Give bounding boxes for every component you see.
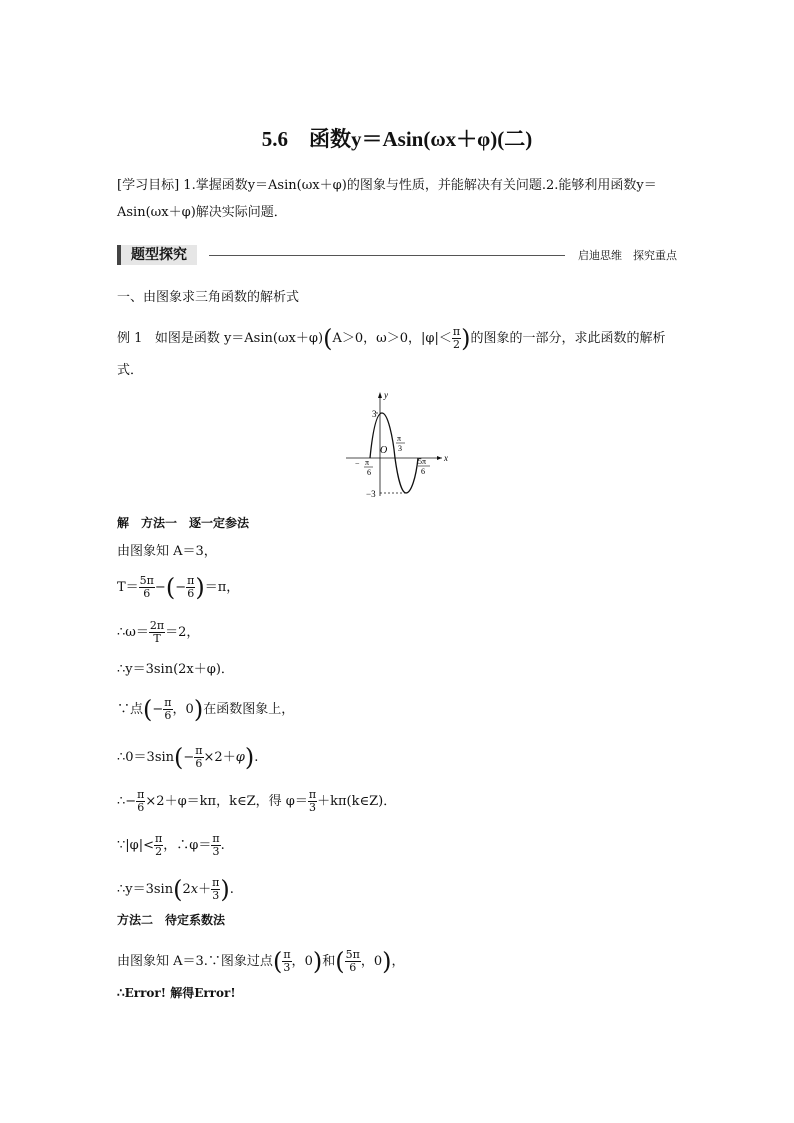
- sine-curve: [370, 413, 418, 493]
- section-label: 题型探究: [117, 245, 197, 265]
- method-2-line-1: 由图象知 A＝3.∵图象过点( $\frac{\pi}{3}$ ，0)和( $\frac{5\pi}{6}$ ，0)，: [117, 947, 405, 976]
- origin-label: O: [380, 445, 388, 456]
- solution-line-8: ∵|φ|< $\frac{\pi}{2}$ ，∴φ＝ $\frac{\pi}{3}$ .: [117, 832, 225, 858]
- example-text-a: 如图是函数 y＝Asin(ωx＋φ): [154, 331, 324, 346]
- x-left-den: 6: [367, 468, 371, 477]
- solution-line-7: ∴− $\frac{\pi}{6}$ ×2＋φ＝kπ，k∈Z，得 φ＝ $\frac{\pi}{3}$ ＋kπ(k∈Z)．: [117, 788, 397, 814]
- page-title: 5.6 函数y＝Asin(ωx＋φ)(二): [261, 127, 533, 151]
- example-1: 例 1 如图是函数 y＝Asin(ωx＋φ)(A＞0，ω＞0，|φ|＜ $\frac{\pi}{2}$ )的图象的一部分，求此函数的解析: [117, 324, 666, 353]
- x-mid-den: 3: [398, 444, 402, 453]
- x-right-den: 6: [421, 467, 425, 476]
- y-axis-arrow: [378, 392, 382, 398]
- last-line: ∴Error! 解得Error!: [117, 986, 236, 1000]
- y-label: y: [384, 390, 388, 400]
- sine-graph: [340, 388, 455, 500]
- method-2-head: 方法二 待定系数法: [117, 913, 226, 927]
- x-left-minus: −: [355, 459, 360, 468]
- solution-line-3: ∴ω＝ $\frac{2\pi}{T}$ ＝2，: [117, 619, 200, 645]
- objective-text: 1.掌握函数y＝Asin(ωx＋φ)的图象与性质，并能解决有关问题.2.能够利用函数y＝Asin(ωx＋φ)解决实际问题．: [117, 178, 657, 220]
- example-text-c: 式．: [117, 363, 144, 378]
- x-right-num: 5π: [418, 457, 427, 466]
- frac-pi-2: $\frac{\pi}{2}$: [452, 325, 461, 351]
- solution-line-4: ∴y＝3sin(2x＋φ)．: [117, 662, 234, 677]
- x-label: x: [444, 453, 448, 463]
- section-header: [117, 243, 677, 267]
- section-right-text: 启迪思维 探究重点: [578, 249, 677, 262]
- subheading-1: 一、由图象求三角函数的解析式: [117, 290, 300, 305]
- solution-line-2: T＝ $\frac{5\pi}{6}$ −(− $\frac{\pi}{6}$ )＝π，: [117, 573, 240, 602]
- example-text-b: 的图象的一部分，求此函数的解析: [470, 331, 666, 346]
- section-divider: [209, 255, 565, 256]
- solution-line-6: ∴0＝3sin(− $\frac{\pi}{6}$ ×2＋φ).: [117, 743, 259, 772]
- example-cond: A＞0，ω＞0，|φ|＜: [332, 331, 452, 346]
- x-axis-arrow: [437, 456, 442, 460]
- y-bottom-label: −3: [366, 489, 376, 499]
- example-label: 例 1: [117, 331, 143, 346]
- learning-objective: [117, 172, 687, 226]
- y-top-label: 3: [372, 409, 377, 419]
- x-left-num: π: [365, 458, 370, 467]
- solution-head: 解 方法一 逐一定参法: [117, 516, 250, 530]
- x-mid-num: π: [397, 434, 402, 443]
- solution-line-5: ∵点(− $\frac{\pi}{6}$ ，0)在函数图象上，: [117, 695, 295, 724]
- objective-tag: [学习目标]: [117, 178, 180, 193]
- solution-line-9: ∴y＝3sin(2x＋ $\frac{\pi}{3}$ ).: [117, 875, 234, 904]
- solution-line-1: 由图象知 A＝3，: [117, 544, 217, 559]
